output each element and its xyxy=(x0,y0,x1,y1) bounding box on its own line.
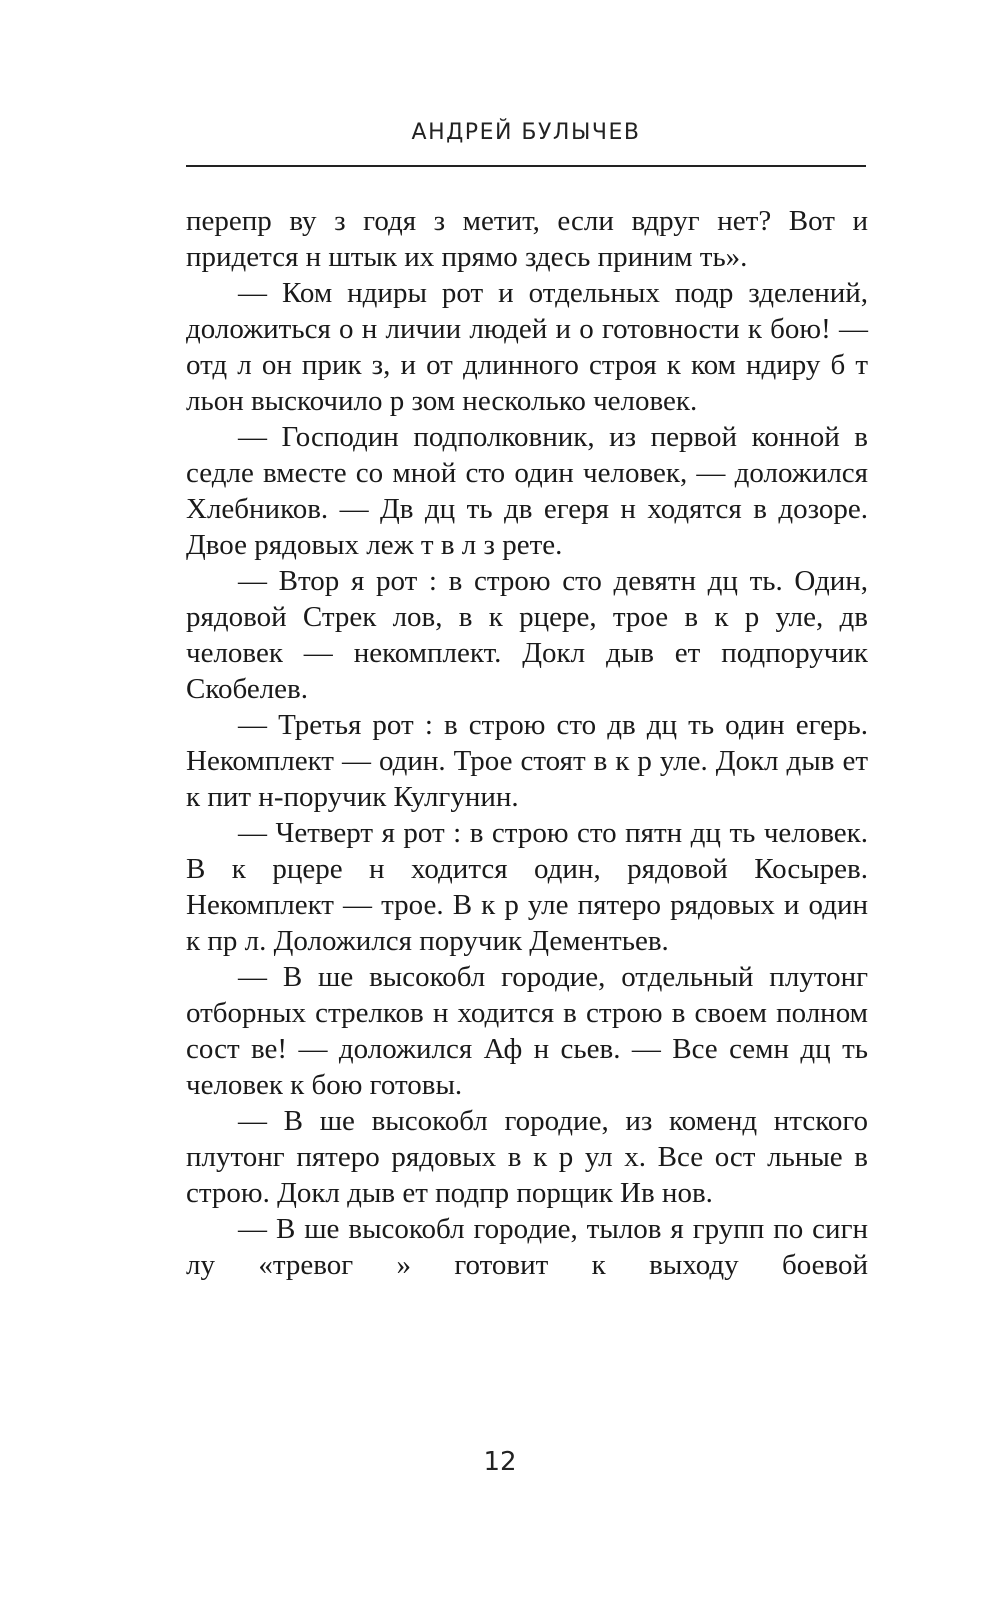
paragraph: — Втор я рот : в строю сто девятн дц ть. Один, рядовой Стрек лов, в к рцере, трое в к р уле, дв человек — некомплект. Докл дыв ет подпоручик Скобелев. xyxy=(186,565,868,705)
header-rule xyxy=(186,165,866,167)
running-head: АНДРЕЙ БУЛЫЧЕВ xyxy=(411,120,641,145)
body-text xyxy=(186,203,868,1283)
paragraph: — В ше высокобл городие, тылов я групп по сигн лу «тревог » готовит к выходу боевой xyxy=(186,1213,868,1281)
paragraph: перепр ву з годя з метит, если вдруг нет? Вот и придется н штык их прямо здесь приним ть». xyxy=(186,205,868,273)
paragraph: — Третья рот : в строю сто дв дц ть один егерь. Некомплект — один. Трое стоят в к р уле. Докл дыв ет к пит н-поручик Кулгунин. xyxy=(186,709,868,813)
paragraph: — Четверт я рот : в строю сто пятн дц ть человек. В к рцере н ходится один, рядовой Косырев. Некомплект — трое. В к р уле пятеро рядовых и один к пр л. Доложился поручик Дементьев. xyxy=(186,817,868,957)
paragraph: — В ше высокобл городие, из коменд нтского плутонг пятеро рядовых в к р ул х. Все ост льные в строю. Докл дыв ет подпр порщик Ив нов. xyxy=(186,1105,868,1209)
page-number: 12 xyxy=(483,1447,517,1477)
paragraph: — В ше высокобл городие, отдельный плутонг отборных стрелков н ходится в строю в своем полном сост ве! — доложился Аф н сьев. — Все семн дц ть человек к бою готовы. xyxy=(186,961,868,1101)
paragraph: — Господин подполковник, из первой конной в седле вместе со мной сто один человек, — доложился Хлебников. — Дв дц ть дв егеря н ходятся в дозоре. Двое рядовых леж т в л з рете. xyxy=(186,421,868,561)
paragraph: — Ком ндиры рот и отдельных подр зделений, доложиться о н личии людей и о готовности к бою! — отд л он прик з, и от длинного строя к ком ндиру б т льон выскочило р зом несколько человек. xyxy=(186,277,868,417)
